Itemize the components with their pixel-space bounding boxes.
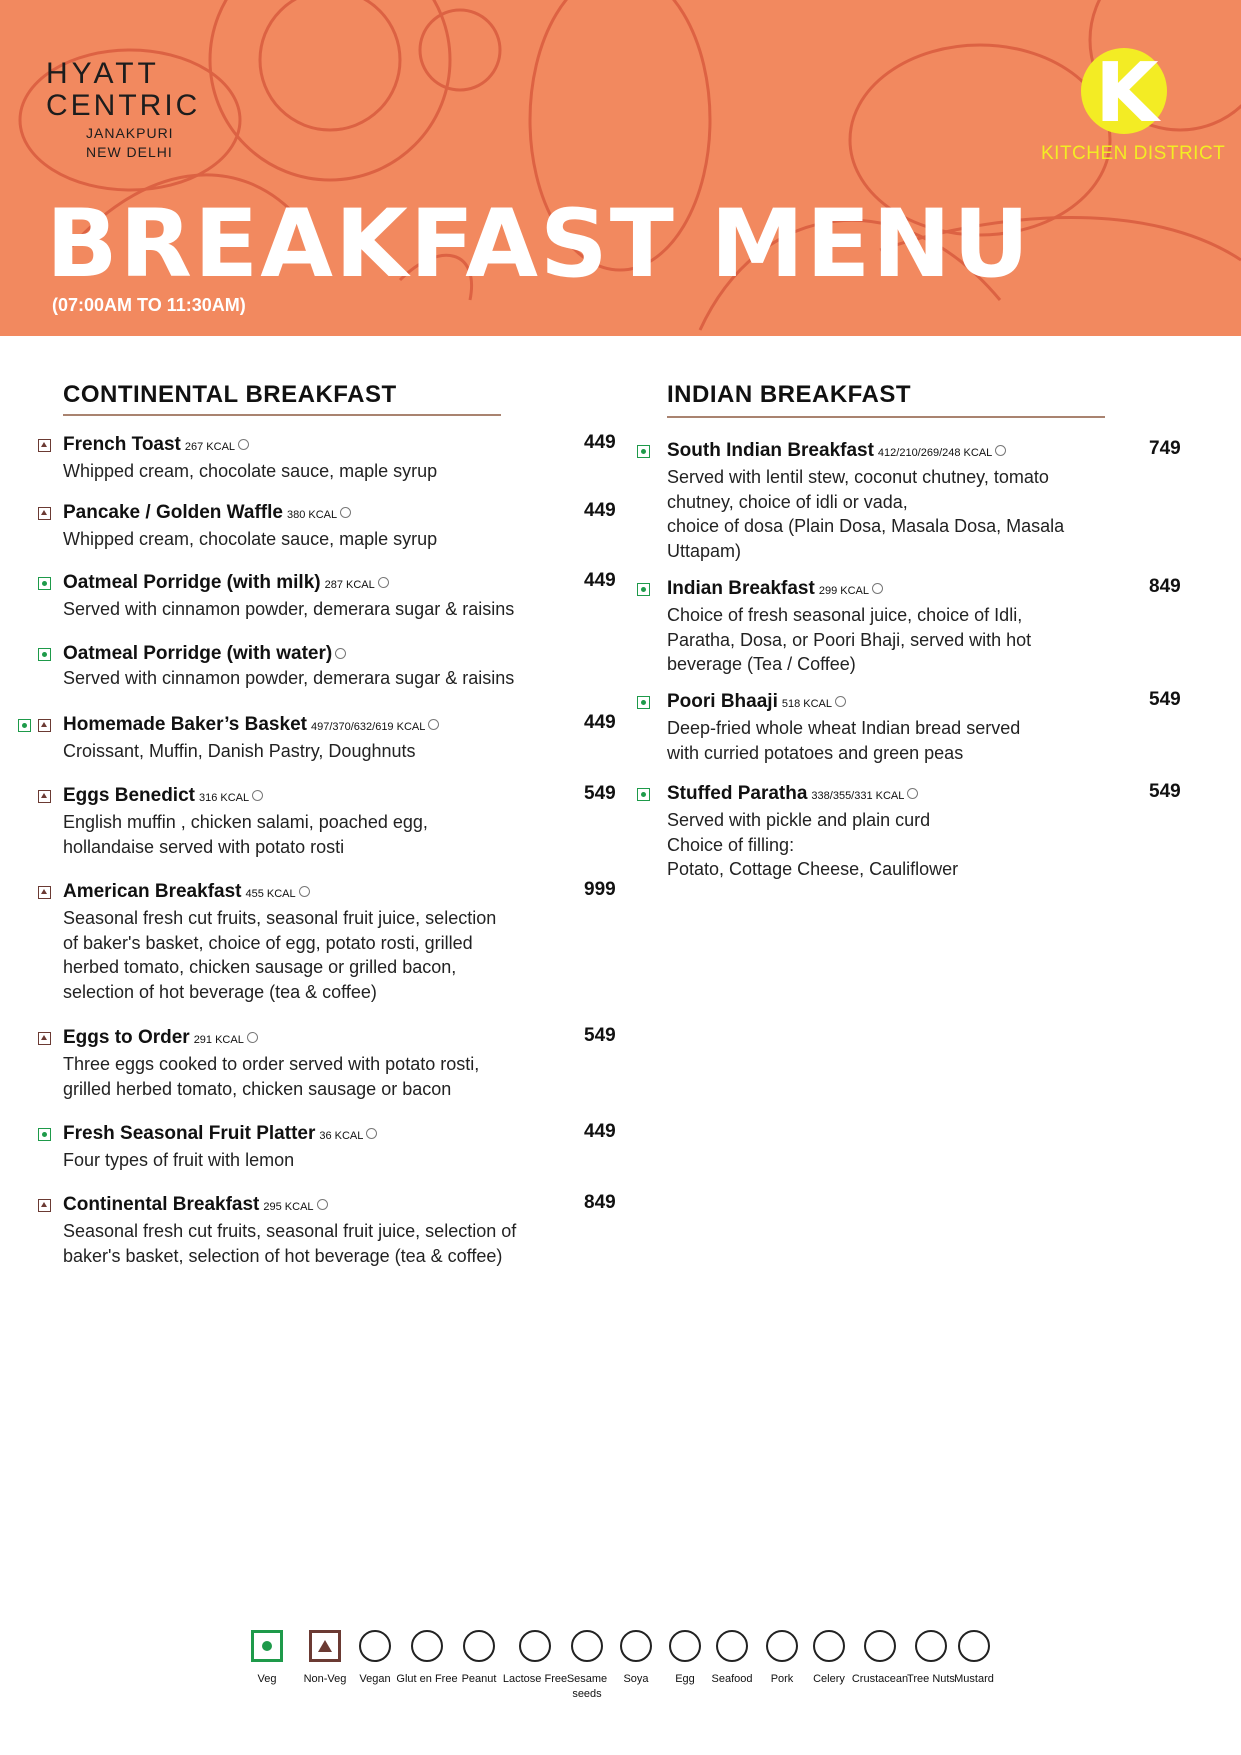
legend-label: Celery	[813, 1673, 845, 1685]
legend-label: Crustacean	[851, 1673, 909, 1685]
menu-item-description: Four types of fruit with lemon	[63, 1150, 295, 1170]
menu-item-description: selection of hot beverage (tea & coffee)	[63, 981, 377, 1002]
hyatt-centric-logo	[46, 58, 200, 160]
indian-rule	[667, 416, 1105, 418]
menu-item-description: of baker's basket, choice of egg, potato rosti, grilled	[63, 932, 473, 953]
veg-icon	[18, 719, 31, 732]
egg-icon	[669, 1630, 701, 1662]
legend-label: Vegan	[359, 1673, 391, 1685]
legend-label: Non-Veg	[303, 1673, 347, 1685]
menu-item-name: American Breakfast	[63, 881, 242, 902]
menu-item-description: choice of dosa (Plain Dosa, Masala Dosa, Masala	[667, 516, 1065, 536]
menu-item-kcal: 287 KCAL	[324, 579, 375, 591]
menu-item-kcal: 455 KCAL	[245, 888, 296, 900]
lactose-free-icon	[519, 1630, 551, 1662]
veg-icon	[38, 648, 51, 661]
allergen-icon	[238, 439, 249, 450]
menu-item-description: Croissant, Muffin, Danish Pastry, Doughnuts	[63, 741, 416, 761]
menu-item-kcal: 497/370/632/619 KCAL	[310, 721, 426, 733]
menu-item-kcal: 316 KCAL	[198, 792, 250, 804]
page-title: BREAKFAST MENU	[46, 190, 1032, 299]
allergen-icon	[335, 648, 346, 659]
menu-item-description: Seasonal fresh cut fruits, seasonal fruit juice, selection of	[63, 1221, 517, 1241]
continental-rule	[63, 414, 501, 416]
menu-item-name: Eggs to Order	[63, 1027, 190, 1048]
pork-icon	[766, 1630, 798, 1662]
menu-item-description: Paratha, Dosa, or Poori Bhaji, served with hot	[667, 629, 1032, 650]
menu-item	[63, 501, 583, 552]
nonveg-icon	[38, 507, 51, 520]
menu-item	[63, 713, 583, 764]
allergen-icon	[299, 886, 310, 897]
menu-item-name: Continental Breakfast	[63, 1194, 260, 1215]
legend-label: Veg	[257, 1673, 277, 1685]
menu-item	[63, 1122, 583, 1173]
menu-item-name: Oatmeal Porridge (with milk)	[63, 572, 321, 593]
legend-label: Pork	[770, 1673, 794, 1685]
legend-label: Soya	[623, 1673, 649, 1685]
menu-item-name: Fresh Seasonal Fruit Platter	[63, 1123, 316, 1144]
veg-icon	[637, 696, 650, 709]
allergen-icon	[252, 790, 263, 801]
menu-item	[63, 1193, 583, 1268]
legend-label: Lactose Free	[502, 1673, 568, 1685]
header-banner	[0, 0, 1241, 336]
veg-icon	[38, 577, 51, 590]
menu-item	[63, 642, 583, 691]
nonveg-icon	[38, 886, 51, 899]
menu-item-description: beverage (Tea / Coffee)	[667, 654, 856, 674]
menu-item-name: Pancake / Golden Waffle	[63, 502, 283, 523]
menu-item	[667, 782, 1187, 882]
menu-item-description: English muffin , chicken salami, poached egg,	[63, 812, 428, 832]
celery-icon	[813, 1630, 845, 1662]
menu-item-name: Stuffed Paratha	[667, 783, 808, 804]
menu-item-name: French Toast	[63, 434, 181, 455]
menu-item-price: 549	[1149, 689, 1181, 710]
menu-item-description: Served with pickle and plain curd	[667, 810, 931, 830]
soya-icon	[620, 1630, 652, 1662]
menu-item-price: 849	[584, 1192, 616, 1213]
menu-item-description: with curried potatoes and green peas	[667, 742, 964, 763]
menu-item-description: Served with lentil stew, coconut chutney, tomato	[667, 467, 1049, 487]
menu-item-price: 849	[1149, 576, 1181, 597]
legend-label: Peanut	[461, 1673, 497, 1685]
vegan-icon	[359, 1630, 391, 1662]
menu-item-description: Uttapam)	[667, 540, 742, 561]
menu-item-description: herbed tomato, chicken sausage or grilled bacon,	[63, 957, 457, 977]
menu-item	[667, 439, 1187, 563]
allergen-icon	[428, 719, 439, 730]
menu-item-name: Poori Bhaaji	[667, 691, 778, 712]
brand-line1: HYATT	[46, 57, 160, 90]
gluten-free-icon	[411, 1630, 443, 1662]
menu-item-description: Served with cinnamon powder, demerara sugar & raisins	[63, 599, 515, 619]
veg-icon	[637, 788, 650, 801]
menu-item-name: South Indian Breakfast	[667, 440, 874, 461]
menu-item-price: 749	[1149, 438, 1181, 459]
menu-item-kcal: 36 KCAL	[319, 1130, 364, 1142]
menu-item-description: Deep-fried whole wheat Indian bread served	[667, 718, 1021, 738]
menu-item-description: Potato, Cottage Cheese, Cauliflower	[667, 859, 959, 879]
allergen-icon	[378, 577, 389, 588]
menu-item	[63, 784, 583, 859]
menu-item-name: Homemade Baker’s Basket	[63, 714, 307, 735]
seafood-icon	[716, 1630, 748, 1662]
legend-label: Sesame seeds	[566, 1673, 608, 1700]
menu-item-price: 549	[584, 783, 616, 804]
menu-item-description: chutney, choice of idli or vada,	[667, 491, 908, 512]
menu-item	[63, 880, 583, 1004]
menu-item-price: 449	[584, 712, 616, 733]
nonveg-icon	[38, 1199, 51, 1212]
brand-sub2: NEW DELHI	[86, 144, 173, 160]
continental-title: CONTINENTAL BREAKFAST	[63, 381, 397, 408]
kd-letter: K	[1095, 46, 1159, 141]
menu-item-name: Indian Breakfast	[667, 578, 815, 599]
menu-item-kcal: 299 KCAL	[818, 585, 869, 597]
menu-item-kcal: 295 KCAL	[263, 1201, 314, 1213]
kitchen-district-logo	[1081, 46, 1167, 141]
menu-item-description: Three eggs cooked to order served with potato rosti,	[63, 1054, 480, 1074]
nonveg-icon	[309, 1630, 341, 1662]
allergen-icon	[247, 1032, 258, 1043]
allergen-icon	[835, 696, 846, 707]
menu-item-price: 549	[584, 1025, 616, 1046]
brand-sub1: JANAKPURI	[86, 125, 174, 141]
menu-item-price: 449	[584, 432, 616, 453]
veg-icon	[38, 1128, 51, 1141]
tree-nuts-icon	[915, 1630, 947, 1662]
kitchen-district-name: KITCHEN DISTRICT	[1041, 143, 1226, 164]
menu-item-name: Eggs Benedict	[63, 785, 195, 806]
menu-item-description: Served with cinnamon powder, demerara sugar & raisins	[63, 668, 515, 688]
indian-title: INDIAN BREAKFAST	[667, 381, 912, 408]
menu-item-price: 449	[584, 500, 616, 521]
allergen-icon	[340, 507, 351, 518]
menu-item-description: Choice of filling:	[667, 834, 795, 855]
nonveg-icon	[38, 790, 51, 803]
menu-item-description: Whipped cream, chocolate sauce, maple syrup	[63, 529, 438, 549]
menu-item-description: hollandaise served with potato rosti	[63, 836, 345, 857]
menu-item-description: baker's basket, selection of hot beverage (tea & coffee)	[63, 1245, 503, 1266]
legend-label: Egg	[675, 1673, 695, 1685]
sesame-icon	[571, 1630, 603, 1662]
menu-item-description: grilled herbed tomato, chicken sausage or bacon	[63, 1078, 452, 1099]
menu-item-price: 449	[584, 1121, 616, 1142]
veg-icon	[251, 1630, 283, 1662]
allergen-icon	[366, 1128, 377, 1139]
veg-icon	[637, 445, 650, 458]
veg-icon	[637, 583, 650, 596]
menu-item	[667, 577, 1187, 677]
nonveg-icon	[38, 439, 51, 452]
mustard-icon	[958, 1630, 990, 1662]
brand-line2: CENTRIC	[46, 89, 201, 122]
allergen-icon	[872, 583, 883, 594]
menu-item-price: 999	[584, 879, 616, 900]
allergen-icon	[995, 445, 1006, 456]
nonveg-icon	[38, 1032, 51, 1045]
menu-item-kcal: 518 KCAL	[781, 698, 833, 710]
nonveg-icon	[38, 719, 51, 732]
menu-item-kcal: 338/355/331 KCAL	[811, 790, 905, 802]
allergen-icon	[317, 1199, 328, 1210]
allergen-icon	[907, 788, 918, 799]
menu-item-kcal: 267 KCAL	[184, 441, 236, 453]
legend-label: Tree Nuts	[907, 1673, 955, 1685]
legend-label: Glut en Free	[396, 1673, 458, 1685]
crustacean-icon	[864, 1630, 896, 1662]
legend-label: Seafood	[711, 1673, 753, 1685]
menu-item	[63, 571, 583, 622]
menu-item-name: Oatmeal Porridge (with water)	[63, 643, 333, 664]
menu-item	[63, 1026, 583, 1101]
menu-item-kcal: 291 KCAL	[193, 1034, 244, 1046]
menu-item	[63, 433, 583, 484]
menu-item-price: 549	[1149, 781, 1181, 802]
service-hours: (07:00AM TO 11:30AM)	[52, 295, 246, 315]
menu-item-kcal: 412/210/269/248 KCAL	[877, 447, 993, 459]
menu-item-description: Choice of fresh seasonal juice, choice of Idli,	[667, 605, 1023, 625]
menu-item	[667, 690, 1187, 765]
peanut-icon	[463, 1630, 495, 1662]
menu-item-kcal: 380 KCAL	[286, 509, 338, 521]
menu-item-description: Seasonal fresh cut fruits, seasonal fruit juice, selection	[63, 908, 497, 928]
legend-label: Mustard	[954, 1673, 994, 1685]
menu-item-price: 449	[584, 570, 616, 591]
menu-item-description: Whipped cream, chocolate sauce, maple syrup	[63, 461, 438, 481]
